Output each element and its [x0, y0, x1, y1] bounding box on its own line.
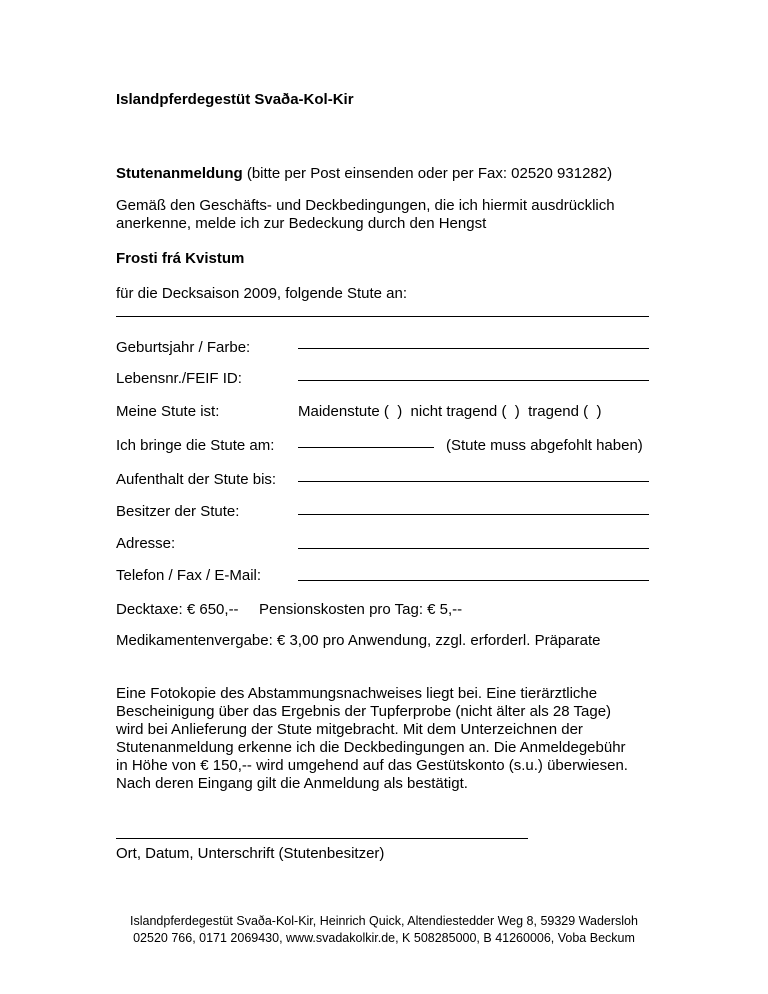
contact-label: Telefon / Fax / E-Mail: — [116, 567, 262, 584]
stay-until-line[interactable] — [298, 481, 649, 482]
owner-label: Besitzer der Stute: — [116, 503, 240, 520]
bring-date-note: (Stute muss abgefohlt haben) — [446, 437, 643, 454]
address-line[interactable] — [298, 548, 649, 549]
signature-label: Ort, Datum, Unterschrift (Stutenbesitzer) — [116, 845, 385, 862]
terms-line-4: Stutenanmeldung erkenne ich die Deckbedingungen an. Die Anmeldegebühr — [116, 739, 626, 756]
registration-heading: Stutenanmeldung — [116, 165, 243, 182]
bring-date-label: Ich bringe die Stute am: — [116, 437, 275, 454]
terms-line-2: Bescheinigung über das Ergebnis der Tupferprobe (nicht älter als 28 Tage) — [116, 703, 612, 720]
page-title: Islandpferdegestüt Svaða-Kol-Kir — [116, 91, 354, 108]
signature-line[interactable] — [116, 838, 528, 839]
medication-fee: Medikamentenvergabe: € 3,00 pro Anwendung, zzgl. erforderl. Präparate — [116, 632, 601, 649]
footer-line-1: Islandpferdegestüt Svaða-Kol-Kir, Heinrich Quick, Altendiestedder Weg 8, 59329 Wadersloh — [130, 914, 638, 928]
terms-line-3: wird bei Anlieferung der Stute mitgebracht. Mit dem Unterzeichnen der — [116, 721, 583, 738]
terms-line-5: in Höhe von € 150,-- wird umgehend auf das Gestütskonto (s.u.) überwiesen. — [116, 757, 628, 774]
board-fee: Pensionskosten pro Tag: € 5,-- — [259, 601, 463, 618]
bring-date-line[interactable] — [298, 447, 434, 448]
cover-fee: Decktaxe: € 650,-- — [116, 601, 239, 618]
birth-color-label: Geburtsjahr / Farbe: — [116, 339, 251, 356]
stallion-name: Frosti frá Kvistum — [116, 250, 245, 267]
owner-line[interactable] — [298, 514, 649, 515]
birth-color-line[interactable] — [298, 348, 649, 349]
mare-name-line[interactable] — [116, 316, 649, 317]
mare-status-label: Meine Stute ist: — [116, 403, 220, 420]
registration-heading-line — [116, 165, 612, 183]
intro-paragraph: Gemäß den Geschäfts- und Deckbedingungen, die ich hiermit ausdrücklich anerkenne, melde ich zur Bedeckung durch den Hengst — [116, 197, 615, 232]
terms-line-1: Eine Fotokopie des Abstammungsnachweises liegt bei. Eine tierärztliche — [116, 685, 598, 702]
terms-line-6: Nach deren Eingang gilt die Anmeldung als bestätigt. — [116, 775, 468, 792]
life-number-label: Lebensnr./FEIF ID: — [116, 370, 242, 387]
stay-until-label: Aufenthalt der Stute bis: — [116, 471, 277, 488]
address-label: Adresse: — [116, 535, 176, 552]
contact-line[interactable] — [298, 580, 649, 581]
mare-status-options[interactable]: Maidenstute ( ) nicht tragend ( ) tragend ( ) — [298, 403, 602, 420]
registration-heading-note: (bitte per Post einsenden oder per Fax: 02520 931282) — [246, 165, 613, 182]
footer-line-2: 02520 766, 0171 2069430, www.svadakolkir.de, K 508285000, B 41260006, Voba Beckum — [133, 931, 635, 945]
season-text: für die Decksaison 2009, folgende Stute an: — [116, 285, 408, 302]
life-number-line[interactable] — [298, 380, 649, 381]
